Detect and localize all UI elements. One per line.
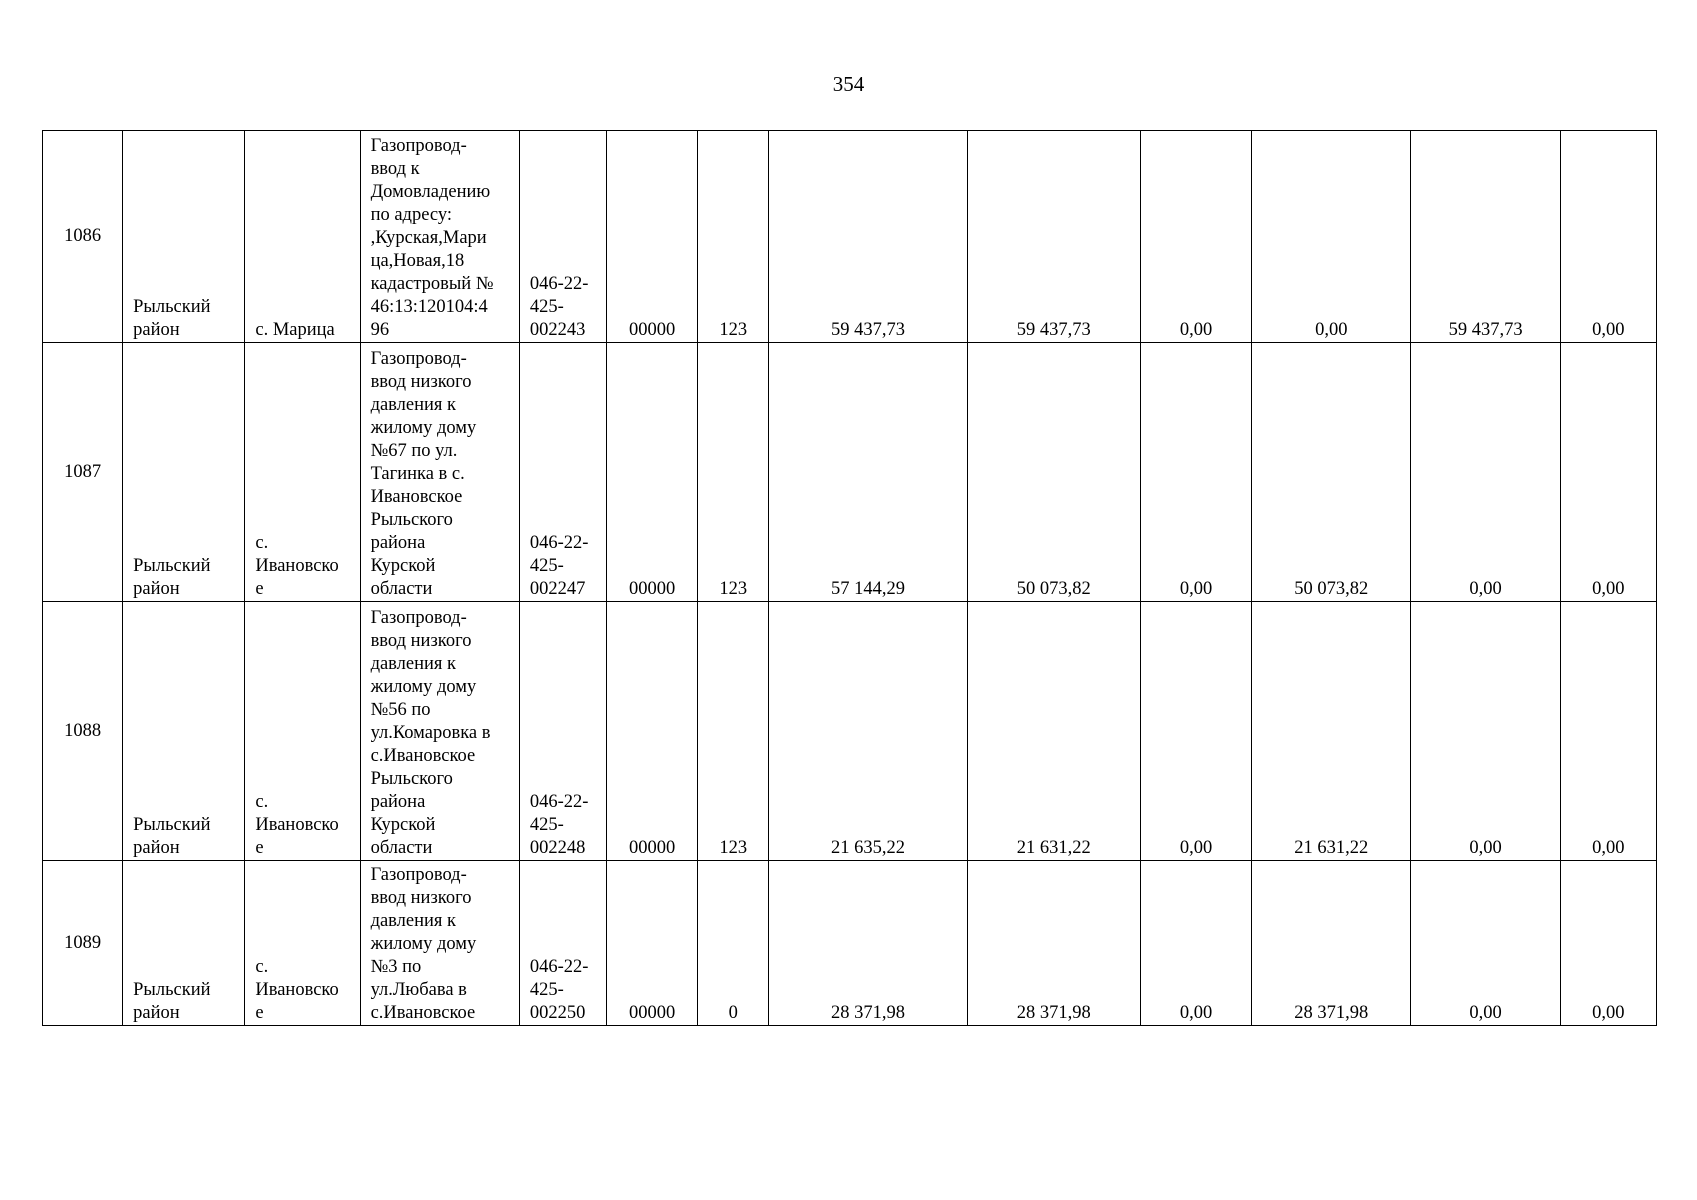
value-cell: 50 073,82: [1252, 343, 1411, 602]
code-cell: 123: [698, 131, 769, 343]
table-row: [43, 861, 1657, 1026]
description-text: Газопровод- ввод низкого давления к жилому дому №3 по ул.Любава в с.Ивановское: [370, 865, 477, 1023]
value-cell: 59 437,73: [1411, 131, 1560, 343]
registry-code-cell: [519, 602, 606, 861]
description-text: Газопровод- ввод к Домовладению по адресу: ,Курская,Мари ца,Новая,18 кадастровый № 46:13:120104:4 96: [370, 136, 494, 340]
district-text: Рыльский район: [133, 815, 211, 858]
settlement-text: с. Ивановско е: [255, 957, 339, 1023]
value-cell: 57 144,29: [769, 343, 967, 602]
value-cell: 0,00: [1411, 861, 1560, 1026]
district-cell: [123, 343, 245, 602]
registry-code: 046-22- 425- 002247: [529, 533, 589, 599]
district-text: Рыльский район: [133, 556, 211, 599]
value-cell: 0,00: [1140, 861, 1251, 1026]
code-cell: 00000: [607, 131, 698, 343]
page-number: 354: [832, 72, 865, 96]
settlement-cell: [245, 131, 360, 343]
description-cell: [360, 602, 519, 861]
registry-code: 046-22- 425- 002248: [529, 792, 589, 858]
district-cell: [123, 131, 245, 343]
value-cell: 28 371,98: [967, 861, 1140, 1026]
value-cell: 28 371,98: [1252, 861, 1411, 1026]
value-cell: 21 631,22: [967, 602, 1140, 861]
description-cell: [360, 343, 519, 602]
value-cell: 21 635,22: [769, 602, 967, 861]
value-cell: 0,00: [1411, 602, 1560, 861]
code-cell: 0: [698, 861, 769, 1026]
value-cell: 0,00: [1560, 343, 1656, 602]
description-text: Газопровод- ввод низкого давления к жилому дому №67 по ул. Тагинка в с. Ивановское Рыльского района Курской области: [370, 349, 477, 599]
registry-code: 046-22- 425- 002250: [529, 957, 589, 1023]
value-cell: 50 073,82: [967, 343, 1140, 602]
row-number: 1088: [43, 602, 123, 861]
value-cell: 0,00: [1560, 131, 1656, 343]
registry-code: 046-22- 425- 002243: [529, 274, 589, 340]
description-cell: [360, 861, 519, 1026]
row-number: 1089: [43, 861, 123, 1026]
code-cell: 123: [698, 602, 769, 861]
value-cell: 59 437,73: [769, 131, 967, 343]
value-cell: 0,00: [1140, 131, 1251, 343]
row-number: 1086: [43, 131, 123, 343]
registry-code-cell: [519, 861, 606, 1026]
district-text: Рыльский район: [133, 980, 211, 1023]
row-number: 1087: [43, 343, 123, 602]
table-row: [43, 131, 1657, 343]
code-cell: 00000: [607, 343, 698, 602]
value-cell: 59 437,73: [967, 131, 1140, 343]
registry-table: [42, 130, 1657, 1026]
description-text: Газопровод- ввод низкого давления к жилому дому №56 по ул.Комаровка в с.Ивановское Рыльского района Курской области: [370, 608, 491, 858]
code-cell: 123: [698, 343, 769, 602]
value-cell: 0,00: [1411, 343, 1560, 602]
value-cell: 0,00: [1140, 343, 1251, 602]
table-row: [43, 343, 1657, 602]
settlement-cell: [245, 343, 360, 602]
district-text: Рыльский район: [133, 297, 211, 340]
district-cell: [123, 861, 245, 1026]
settlement-text: с. Марица: [255, 320, 335, 340]
settlement-text: с. Ивановско е: [255, 533, 339, 599]
value-cell: 28 371,98: [769, 861, 967, 1026]
settlement-cell: [245, 602, 360, 861]
district-cell: [123, 602, 245, 861]
value-cell: 0,00: [1560, 861, 1656, 1026]
registry-code-cell: [519, 131, 606, 343]
value-cell: 0,00: [1560, 602, 1656, 861]
settlement-text: с. Ивановско е: [255, 792, 339, 858]
table-row: [43, 602, 1657, 861]
value-cell: 21 631,22: [1252, 602, 1411, 861]
value-cell: 0,00: [1252, 131, 1411, 343]
description-cell: [360, 131, 519, 343]
settlement-cell: [245, 861, 360, 1026]
registry-code-cell: [519, 343, 606, 602]
value-cell: 0,00: [1140, 602, 1251, 861]
code-cell: 00000: [607, 602, 698, 861]
code-cell: 00000: [607, 861, 698, 1026]
